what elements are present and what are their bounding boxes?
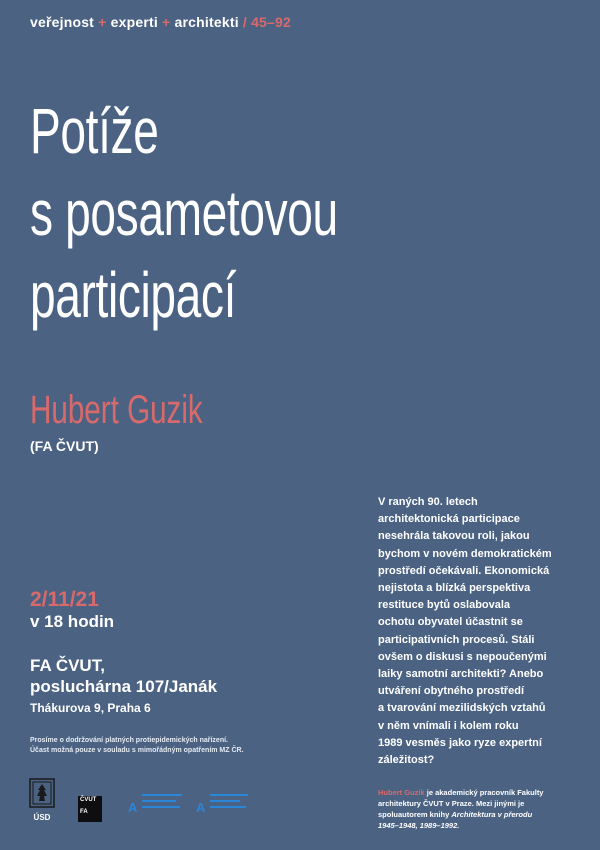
speaker-affiliation: (FA ČVUT): [30, 438, 99, 454]
series-plus-1: +: [98, 14, 107, 30]
covid-notice: [30, 736, 290, 756]
abstract-line: laiky samotní architekti? Anebo: [378, 668, 544, 681]
bio-line-2: architektury ČVUT v Praze. Mezi jinými je: [378, 799, 525, 808]
abstract-line: nesehrála takovou roli, jakou: [378, 530, 530, 543]
abstract-line: a tvarování mezilidských vztahů: [378, 702, 546, 715]
abstract-line: participativních procesů. Stáli: [378, 633, 535, 646]
abstract-line: záležitost?: [378, 754, 435, 767]
fa-label: FA: [80, 809, 88, 815]
bio-line-3: spoluautorem knihy: [378, 810, 452, 819]
speaker-name: Hubert Guzik: [30, 388, 203, 432]
abstract-line: ovšem o diskusi s nepoučenými: [378, 650, 547, 663]
partner-logo-2-lines-icon: [210, 792, 252, 812]
partner-logo-2-mark: A: [196, 800, 206, 815]
usd-logo: [28, 778, 56, 822]
cvut-label: ČVUT: [80, 797, 97, 803]
event-time: v 18 hodin: [30, 612, 115, 631]
series-experts: experti: [110, 14, 158, 30]
series-architects: architekti: [174, 14, 239, 30]
partner-logo-1-lines-icon: [142, 792, 184, 812]
venue-address: Thákurova 9, Praha 6: [30, 701, 151, 715]
abstract-text: [378, 494, 593, 769]
abstract-line: nejistota a blízká perspektiva: [378, 582, 531, 595]
bio-line-1: je akademický pracovník Fakulty: [424, 788, 544, 797]
usd-emblem-icon: [29, 778, 55, 808]
bio-book-title: Architektura v přerodu: [451, 810, 533, 819]
series-slash: /: [242, 14, 247, 30]
notice-line-2: Účast možná pouze v souladu s mimořádným opatřením MZ ČR.: [30, 747, 244, 754]
usd-label: ÚSD: [33, 813, 51, 822]
partner-logo-2: [196, 792, 252, 817]
notice-line-1: Prosíme o dodržování platných protiepidemických nařízení.: [30, 737, 228, 744]
title-line-3: participací: [30, 259, 237, 331]
abstract-line: bychom v novém demokratickém: [378, 547, 552, 560]
title-line-1: Potíže: [30, 95, 159, 167]
abstract-line: V raných 90. letech: [378, 496, 478, 508]
abstract-line: prostředí očekávali. Ekonomická: [378, 564, 550, 577]
series-issue: 45–92: [251, 14, 291, 30]
series-public: veřejnost: [30, 14, 95, 30]
abstract-line: architektonická participace: [378, 513, 520, 526]
partner-logo-1-mark: A: [128, 800, 138, 815]
abstract-line: restituce bytů oslabovala: [378, 599, 511, 612]
venue-line-2: posluchárna 107/Janák: [30, 677, 218, 696]
abstract-line: 1989 vesměs jako ryze expertní: [378, 736, 542, 749]
bio-name: Hubert Guzik: [378, 788, 425, 797]
bio-book-years: 1945–1948, 1989–1992.: [378, 821, 460, 830]
cvut-fa-logo: [78, 796, 102, 822]
event-date: 2/11/21: [30, 588, 99, 611]
title-line-2: s posametovou: [30, 177, 338, 249]
partner-logo-1: [128, 792, 184, 817]
series-header: [30, 14, 291, 30]
abstract-line: utváření obytného prostředí: [378, 685, 525, 698]
series-plus-2: +: [162, 14, 171, 30]
abstract-line: v něm vnímali i kolem roku: [378, 719, 519, 732]
venue-line-1: FA ČVUT,: [30, 656, 105, 675]
speaker-bio: [378, 787, 593, 831]
poster-title: [30, 90, 361, 336]
abstract-line: ochotu obyvatel účastnit se: [378, 616, 523, 629]
partner-logos: [28, 770, 268, 830]
